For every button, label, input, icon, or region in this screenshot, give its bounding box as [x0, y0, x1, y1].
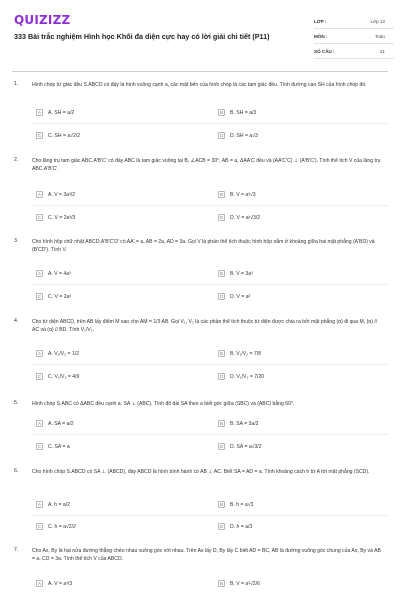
option-c[interactable] [36, 521, 76, 532]
option-letter-box: C [37, 294, 42, 299]
option-d[interactable] [218, 291, 250, 302]
option-letter-box: C [37, 374, 42, 379]
option-text: B. V = a³√3 [230, 191, 256, 198]
option-letter-box: D [219, 444, 224, 449]
option-letter-box: C [37, 133, 42, 138]
option-b[interactable] [218, 418, 258, 429]
option-letter-box: B [218, 501, 225, 508]
option-letter-box: A [36, 270, 43, 277]
option-divider [32, 515, 388, 516]
option-c[interactable] [36, 371, 79, 382]
question-text: Cho lăng trụ tam giác ABC.A'B'C' có đáy ABC là tam giác vuông tại B, ∠ACB = 30°, AB = a, ΔAA'C đều và (AA'C'C) ⊥ (A'B'C'). Tính thể tích V của lăng trụ ABC.A'B'C'. [32, 158, 381, 172]
option-letter-box: D [219, 294, 224, 299]
option-letter-box: A [36, 109, 43, 116]
question-text: Cho hình chóp S.ABCD có SA ⊥ (ABCD), đáy ABCD là hình bình hành có AB ⊥ AC. Biết SA = AD = a. Tính khoảng cách h từ A tới mặt phẳng (SCD). [32, 469, 370, 475]
option-text: D. V = a³√3/2 [230, 214, 261, 221]
option-text: B. SA = 3a/2 [230, 420, 259, 427]
option-text: B. V₁/V₂ = 7/8 [230, 350, 262, 357]
option-text: A. V₁/V₂ = 1/2 [48, 350, 80, 357]
option-divider [32, 123, 388, 124]
option-b[interactable] [218, 499, 253, 510]
option-c[interactable] [36, 441, 70, 452]
option-letter-box: A [36, 420, 43, 427]
option-letter-box: B [218, 191, 225, 198]
option-text: A. SH = a/2 [48, 109, 75, 116]
option-d[interactable] [218, 212, 260, 223]
option-text: A. SA = a/2 [48, 420, 74, 427]
worksheet-header [0, 0, 400, 70]
option-b[interactable] [218, 578, 260, 589]
question-number: 5. [14, 400, 19, 406]
option-a[interactable] [36, 189, 75, 200]
info-value: 21 [379, 48, 385, 54]
option-b[interactable] [218, 348, 261, 359]
option-letter-box: A [36, 580, 43, 587]
option-letter-box: D [219, 215, 224, 220]
option-text: B. SH = a/3 [230, 109, 257, 116]
option-text: B. h = a√3 [230, 501, 254, 508]
quizizz-logo: QUIZIZZ [14, 13, 71, 27]
option-c[interactable] [36, 130, 80, 141]
option-d[interactable] [218, 441, 262, 452]
info-key: SỐ CÂU : [314, 48, 335, 54]
option-text: D. V₁/V₂ = 7/20 [230, 373, 265, 380]
option-text: A. h = a/2 [48, 501, 70, 508]
option-letter-box: C [37, 444, 42, 449]
option-letter-box: B [218, 270, 225, 277]
option-letter-box: A [36, 501, 43, 508]
question-number: 1. [14, 81, 19, 87]
question-text: Hình chóp S.ABC có ΔABC đều cạnh a. SA ⊥ (ABC). Tính độ dài SA theo a biết góc giữa (SBC) và (ABC) bằng 60°. [32, 401, 295, 407]
option-a[interactable] [36, 107, 74, 118]
question-number: 2. [14, 157, 19, 163]
option-letter-box: B [218, 580, 225, 587]
info-row-count [314, 44, 394, 59]
option-letter-box: A [36, 191, 43, 198]
question-number: 3. [14, 238, 19, 244]
question-number: 7. [14, 547, 19, 553]
info-row-class [314, 14, 394, 29]
option-a[interactable] [36, 499, 70, 510]
question-number: 4. [14, 318, 19, 324]
option-a[interactable] [36, 578, 72, 589]
option-text: C. V = 2a³/3 [48, 214, 76, 221]
info-key: LỚP : [314, 18, 327, 24]
option-letter-box: D [219, 524, 224, 529]
option-b[interactable] [218, 189, 256, 200]
option-a[interactable] [36, 268, 71, 279]
option-text: D. h = a/3 [230, 523, 253, 530]
option-letter-box: B [218, 350, 225, 357]
question-text: Cho hình hộp chữ nhật ABCD.A'B'C'D' có AA' = a, AB = 2a, AD = 3a. Gọi V là phần thể tích thuộc hình hộp nằm ở khoảng giữa hai mặt phẳng (A'BD) và (B'CD'). Tính V. [32, 239, 375, 253]
option-b[interactable] [218, 268, 253, 279]
option-text: C. SH = a√2/2 [48, 132, 81, 139]
option-letter-box: B [218, 420, 225, 427]
option-c[interactable] [36, 212, 75, 223]
option-divider [32, 434, 388, 435]
option-letter-box: B [218, 109, 225, 116]
option-letter-box: D [219, 374, 224, 379]
question-number: 6. [14, 468, 19, 474]
option-letter-box: C [37, 215, 42, 220]
option-c[interactable] [36, 291, 71, 302]
option-text: B. V = a³√2/6 [230, 580, 260, 587]
option-text: C. V₁/V₂ = 4/9 [48, 373, 80, 380]
option-a[interactable] [36, 348, 79, 359]
option-text: C. V = 2a³ [48, 293, 72, 300]
option-a[interactable] [36, 418, 74, 429]
question-text: Cho tứ diện ABCD, trên AB lấy điểm M sao cho AM = 1/3 AB. Gọi V₁, V₂ là các phần thể tích thuộc tứ diện được chia ra bởi mặt phẳng (α) đi qua M, (α) // AC và (α) // BD. Tính V₁/V₂. [32, 319, 378, 333]
option-text: D. SA = a√3/2 [230, 443, 262, 450]
option-d[interactable] [218, 371, 264, 382]
option-text: C. SA = a [48, 443, 70, 450]
info-row-subject [314, 29, 394, 44]
info-value: Lớp 12 [370, 18, 385, 24]
option-letter-box: D [219, 133, 224, 138]
option-letter-box: C [37, 524, 42, 529]
question-text: Cho Ax, By là hai nửa đường thẳng chéo nhau vuông góc với nhau. Trên Ax lấy D, By lấy C biết AD = BC, AB là đường vuông góc chung của Ax, By và AB = a, CD = 3a. Tính thể tích V của ABCD. [32, 548, 381, 562]
option-d[interactable] [218, 130, 258, 141]
option-text: A. V = a³/3 [48, 580, 73, 587]
question-text: Hình chóp tứ giác đều S.ABCD có đáy là hình vuông cạnh a, các mặt bên của hình chóp là các tam giác đều. Tính đường cao SH của hình chóp đó. [32, 82, 367, 88]
option-b[interactable] [218, 107, 256, 118]
option-text: A. V = 3a³/2 [48, 191, 76, 198]
header-divider [12, 71, 388, 72]
option-text: B. V = 3a³ [230, 270, 253, 277]
option-text: C. h = a√2/2 [48, 523, 76, 530]
option-text: D. V = a³ [230, 293, 251, 300]
option-text: A. V = 4a³ [48, 270, 71, 277]
option-divider [32, 205, 388, 206]
option-letter-box: A [36, 350, 43, 357]
option-text: D. SH = a√3 [230, 132, 258, 139]
info-value: Toán [375, 33, 385, 39]
worksheet-title: 333 Bài trắc nghiệm Hình học Khối đa diện cực hay có lời giải chi tiết (P11) [14, 32, 270, 41]
info-key: MÔN : [314, 33, 328, 39]
option-divider [32, 284, 388, 285]
worksheet-info-table [314, 14, 394, 59]
option-divider [32, 364, 388, 365]
option-d[interactable] [218, 521, 252, 532]
